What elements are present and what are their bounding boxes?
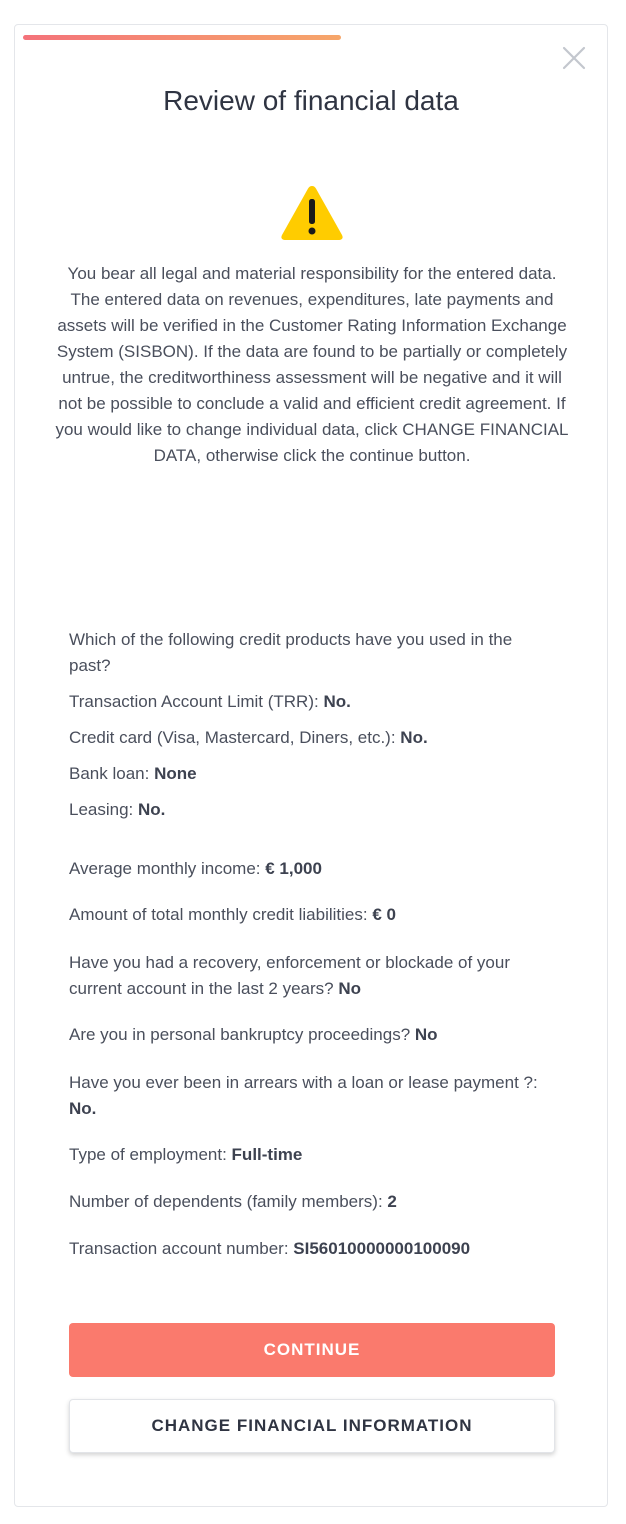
summary-item-credit-card [69, 725, 555, 751]
summary-label: Bank loan: [69, 764, 150, 783]
responsibility-notice: You bear all legal and material responsibility for the entered data. The entered data on revenues, expenditures, late payments and assets will be verified in the Customer Rating Information Exchange System (SISBON). If the data are found to be partially or completely untrue, the creditworthiness assessment will be negative and it will not be possible to conclude a valid and efficient credit agreement. If you would like to change individual data, click CHANGE FINANCIAL DATA, otherwise click the continue button. [55, 264, 569, 465]
summary-item-dependents [69, 1189, 555, 1215]
summary-label: Have you had a recovery, enforcement or blockade of your current account in the last 2 years? [69, 953, 510, 998]
summary-label: Type of employment: [69, 1145, 227, 1164]
summary-value: 2 [387, 1192, 397, 1211]
summary-value: No. [69, 1099, 97, 1118]
summary-value: None [154, 764, 197, 783]
summary-label: Transaction account number: [69, 1239, 289, 1258]
financial-summary [69, 627, 555, 1262]
change-financial-information-button[interactable]: CHANGE FINANCIAL INFORMATION [69, 1399, 555, 1453]
summary-item-arrears [69, 1070, 555, 1122]
credit-products-question: Which of the following credit products have you used in the past? [69, 630, 513, 675]
summary-value: No. [323, 692, 351, 711]
summary-item-liabilities [69, 902, 555, 928]
summary-value: No. [400, 728, 428, 747]
summary-label: Are you in personal bankruptcy proceedings? [69, 1025, 411, 1044]
summary-label: Number of dependents (family members): [69, 1192, 383, 1211]
progress-bar [23, 35, 341, 40]
summary-value: No [338, 979, 361, 998]
summary-value: No [414, 1025, 438, 1044]
summary-item-trr [69, 689, 555, 715]
review-modal [14, 24, 608, 1507]
warning-triangle-icon [279, 183, 345, 243]
summary-item-recovery [69, 950, 555, 1002]
summary-label: Average monthly income: [69, 859, 261, 878]
summary-label: Credit card (Visa, Mastercard, Diners, etc.): [69, 728, 396, 747]
modal-title: Review of financial data [163, 85, 459, 116]
summary-item-account-number [69, 1236, 555, 1262]
summary-label: Have you ever been in arrears with a loan or lease payment ?: [69, 1073, 538, 1092]
summary-label: Transaction Account Limit (TRR): [69, 692, 319, 711]
summary-item-employment [69, 1142, 555, 1168]
summary-item-leasing [69, 797, 555, 823]
summary-value: SI56010000000100090 [293, 1239, 471, 1258]
summary-item-bank-loan [69, 761, 555, 787]
summary-label: Leasing: [69, 800, 134, 819]
summary-item-bankruptcy [69, 1022, 555, 1048]
summary-value: € 0 [372, 905, 396, 924]
summary-value: No. [138, 800, 166, 819]
close-icon[interactable] [561, 45, 587, 71]
continue-button[interactable]: CONTINUE [69, 1323, 555, 1377]
summary-value: € 1,000 [265, 859, 322, 878]
summary-value: Full-time [231, 1145, 303, 1164]
summary-label: Amount of total monthly credit liabilities: [69, 905, 368, 924]
summary-item-income [69, 856, 555, 882]
